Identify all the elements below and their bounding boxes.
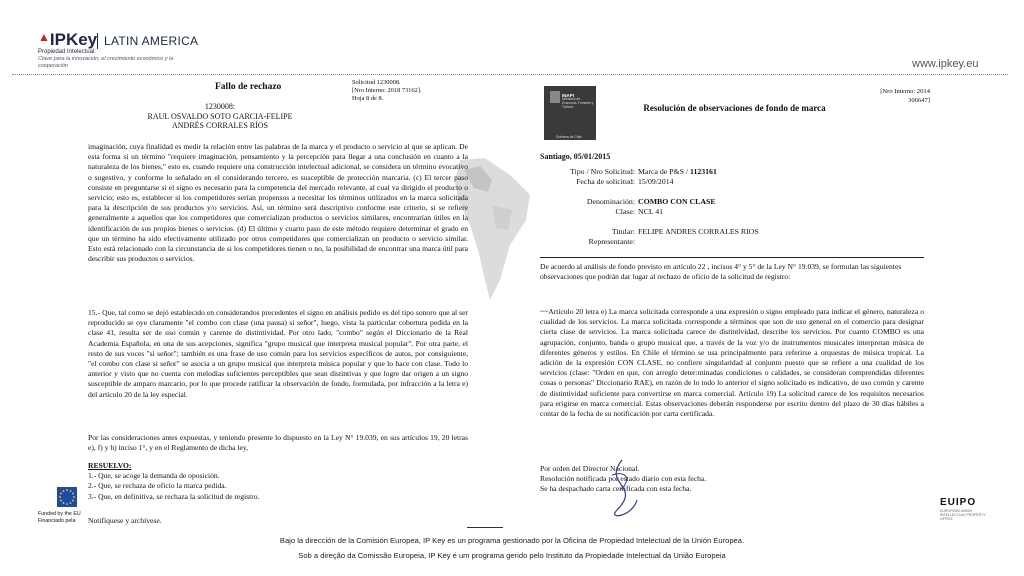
euipo-subtitle: EUROPEAN UNION INTELLECTUAL PROPERTY OFFICE [940,509,986,521]
rejection-ruling-document [70,76,468,536]
left-paragraph-2: 15.- Que, tal como se dejó establecido en considerandos precedentes el signo en análisis pedido es del tipo sonoro que al ser reproducido se oye claramente "el combo con clase (una pausa) si señor", luego, vista la particular cobertura pedida en la clase 41, resulta ser de uso común y carente de distintividad. Por otro lado, "combo" según el Diccionario de la Real Academia Española, en una de sus acepciones, significa "grupo musical que interpreta musical popular". Por otra parte, el resto de sus voces "si señor"; también es una frase de uso común para los servicios específicos de autos, por consiguiente, "el combo con clase si señor" se asocia a un grupo musical que interpreta música popular y que lo hace con clase. Todo lo anterior y visto que no cuenta con melodías suficientes perceptibles que sean distintivas y que logre dar origen a un signo susceptible de amparo marcario, por lo que procede ratificar la observación de fondo, formulada, por infracción a la letra e) del artículo 20 de la ley especial. [88,308,468,399]
logo-divider [97,33,98,49]
website-link[interactable]: www.ipkey.eu [912,58,979,70]
heading-party-1: RAUL OSVALDO SOTO GARCIA-FELIPE [147,111,293,121]
resolution-item: 2.- Que, se rechaza de oficio la marca pedida. [88,481,227,491]
right-doc-title: Resolución de observaciones de fondo de marca [643,103,826,113]
right-doc-date: Santiago, 05/01/2015 [540,152,611,161]
ipkey-logo: ▲IPKey [38,30,98,49]
logo-tagline: Clave para la innovación, el crecimiento económico y la cooperación [38,56,174,69]
heading-party-2: ANDRÉS CORRALES RÍOS [171,121,268,130]
right-doc-nro: [Nro Interno: 2014 306647] [880,88,930,104]
resolution-item: 1.- Que, se acoge la demanda de oposición. [88,471,220,481]
resolution-block [88,461,388,502]
resuelvo-heading: RESUELVO: [88,461,132,470]
signature-scribble [592,455,652,525]
resolution-item: 3.- Que, en definitiva, se rechaza la solicitud de registro. [88,491,260,501]
header-divider [12,74,1008,75]
left-doc-meta [352,79,462,104]
left-doc-title: Fallo de rechazo [215,82,282,92]
euipo-logo: EUIPO [940,497,977,508]
left-doc-heading [70,102,370,131]
eu-funded-text-es: Financiado pela [38,518,76,524]
left-paragraph-1: imaginación, cuya finalidad es medir la relación entre las palabras de la marca y el producto o servicio al que se aplican. De esta forma si un término "requiere imaginación, pensamiento y la percepción para llegar a una conclusión en cuanto a la naturaleza de los bienes," esto es, cuando requiere una construcción intelectual adicional, se considera un término evocativo o sugestivo, y conforme lo señalado en el considerando tercero, es susceptible de protección marcaria. (c) El tercer paso consiste en preguntarse si el signo es necesario para la competencia del mercado relevante, al cual va dirigido el producto o servicio; esto es, establecer si los competidores serían propensos a necesitar los términos utilizados en la marca solicitada para la descripción de sus productos y/o servicios. Así, un término será descriptivo conforme este criterio, si se refiere generalmente a aquellos que los competidores que comercializan productos o servicios similares, encontrarían útiles en la identificación de sus propios bienes o servicios. (d) El último y cuarto paso de este método requiere determinar el grado en que un término ha sido efectivamente utilizado por otros competidores que comercializan un producto o servicio similar. Esto está relacionado con la circunstancia de si los competidores tienen o no, la posibilidad de encontrar una marca útil para describir sus productos o servicios. [88,142,468,264]
meta-nro-interno: [Nro Interno: 2018 73162]. [352,87,422,95]
right-doc-divider [540,257,924,258]
field-titular: Titular: FELIPE ANDRES CORRALES RIOS [611,227,759,236]
left-paragraph-3: Por las consideraciones antes expuestas, y teniendo presente lo dispuesto en la Ley N° 19.039, en sus artículos 19, 20 letras e), f) y h) inciso 1°, y en el Reglamento de dicha ley, [88,433,468,453]
logo-region: LATIN AMERICA [104,34,199,48]
footer-line-pt: Sob a direção da Comissão Europeia, IP Key é um programa gerido pelo Instituto da Propiedade Intelectual da União Europeia [298,551,726,560]
observations-resolution-document [540,82,930,502]
logo-subtitle: Propiedad Intelectual: [38,49,97,55]
notify-line: Notifíquese y archívese. [88,516,162,525]
meta-solicitud: Solicitud 1230008. [352,79,401,86]
right-paragraph-3: Por orden del Director Nacional. Resolución notificada por estado diario con esta fecha. Se ha despachado carta certificada con esta fecha. [540,464,707,494]
inapi-logo: INAPI Ministerio de Economía, Fomento y Turismo Gobierno de Chile [544,86,596,140]
field-fecha-solicitud: Fecha de solicitud: 15/09/2014 [576,177,674,186]
heading-number: 1230008: [204,102,236,111]
field-representante: Representante: [588,237,635,246]
field-tipo-solicitud: Tipo / Nro Solicitud: Marca de P&S / 1123161 [570,167,717,176]
footer-line-es: Bajo la dirección de la Comisión Europea, IP Key es un programa gestionado por la Oficina de Propiedad Intelectual de la Unión Europea. [279,536,745,545]
footer-divider [467,527,503,528]
field-denominacion: Denominación: COMBO CON CLASE [586,197,716,206]
right-paragraph-1: De acuerdo al análisis de fondo previsto en artículo 22 , incisos 4° y 5° de la Ley N° 19.039, se formulan las siguientes observaciones que podrán dar lugar al rechazo de oficio de la solicitud de registro: [540,262,902,282]
eu-flag-icon [57,487,77,507]
chile-crest-icon [550,91,560,103]
eu-funded-text: Funded by the EU [38,511,81,517]
right-paragraph-2: ~~Artículo 20 letra e) La marca solicitada corresponde a una expresión o signo empleado para indicar el género, naturaleza o cualidad de los servicios. La marca solicitada corresponde a términos que son de uso general en el comercio para designar cierta clase de servicios. La marca solicitada carece de distintividad, describe los servicios. Por cuanto COMBO es una agrupación, conjunto, banda o grupo musical que, a través de la voz y/o de instrumentos musicales interpretan música de diferentes géneros y estilos. En Chile el término se usa principalmente para referirse a orquestas de música tropical. La adición de la expresión CON CLASE, no confiere singularidad al conjunto puesto que se refiere a una cualidad de los servicios (clase: "Orden en que, con arreglo deter:minadas condiciones o calidades, se consideran comprendidas diferentes cosas o personas" Diccionario RAE), en razón de lo todo lo anterior el signo solicitado es indicativo, de uso común y carente de distintividad suficiente para convertirse en marca comercial. Artículo 19) La solicitud carece de los requisitos necesarios para erigirse en marca comercial. Estas observaciones deberán responderse por escrito dentro del plazo de 30 días hábiles a contar de la fecha de su notificación por carta certificada. [540,307,924,419]
field-clase: Clase: NCL 41 [615,207,664,216]
meta-hoja: Hoja 8 de 8. [352,95,384,103]
